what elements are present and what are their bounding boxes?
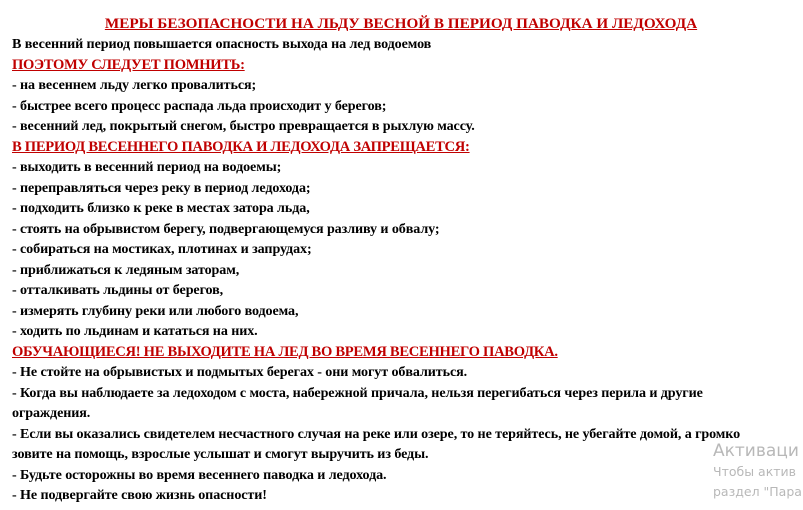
list-item: - переправляться через реку в период ледохода;: [12, 179, 311, 196]
list-item: - Если вы оказались свидетелем несчастного случая на реке или озере, то не теряйтесь, не убегайте домой, а громко зовите на помощь, взрослые услышат и смогут выручить из беды.: [12, 425, 741, 462]
list-item: - собираться на мостиках, плотинах и запрудах;: [12, 241, 312, 257]
list-item: - подходить близко к реке в местах затора льда,: [12, 200, 310, 216]
list-item: - на весеннем льду легко провалиться;: [12, 77, 257, 93]
watermark-title: Активаци: [713, 441, 799, 461]
list-item: - Не подвергайте свою жизнь опасности!: [12, 487, 267, 503]
watermark-line: раздел "Пара: [713, 484, 802, 499]
list-item: - отталкивать льдины от берегов,: [12, 282, 224, 298]
list-item: - измерять глубину реки или любого водоема,: [12, 302, 299, 319]
list-item: - Будьте осторожны во время весеннего паводка и ледохода.: [12, 466, 387, 483]
section1-heading: ПОЭТОМУ СЛЕДУЕТ ПОМНИТЬ:: [12, 56, 245, 73]
intro-text: В весенний период повышается опасность выхода на лед водоемов: [12, 36, 432, 52]
windows-activation-watermark: [713, 440, 802, 502]
document-title: МЕРЫ БЕЗОПАСНОСТИ НА ЛЬДУ ВЕСНОЙ В ПЕРИОД ПАВОДКА И ЛЕДОХОДА: [104, 15, 698, 32]
list-item: - Не стойте на обрывистых и подмытых берегах - они могут обвалиться.: [12, 364, 468, 380]
list-item: - стоять на обрывистом берегу, подвергающемуся разливу и обвалу;: [12, 220, 440, 237]
list-item: - Когда вы наблюдаете за ледоходом с моста, набережной причала, нельзя перегибаться через перила и другие ограждения.: [12, 384, 703, 421]
list-item: - выходить в весенний период на водоемы;: [12, 159, 282, 175]
list-item: - приближаться к ледяным заторам,: [12, 261, 240, 278]
document-body: [12, 14, 802, 506]
section2-heading: В ПЕРИОД ВЕСЕННЕГО ПАВОДКА И ЛЕДОХОДА ЗАПРЕЩАЕТСЯ:: [12, 138, 470, 155]
list-item: - быстрее всего процесс распада льда происходит у берегов;: [12, 97, 387, 114]
watermark-line: Чтобы актив: [713, 464, 797, 479]
section3-heading: ОБУЧАЮЩИЕСЯ! НЕ ВЫХОДИТЕ НА ЛЕД ВО ВРЕМЯ ВЕСЕННЕГО ПАВОДКА.: [12, 343, 558, 360]
list-item: - весенний лед, покрытый снегом, быстро превращается в рыхлую массу.: [12, 118, 475, 134]
list-item: - ходить по льдинам и кататься на них.: [12, 323, 258, 339]
